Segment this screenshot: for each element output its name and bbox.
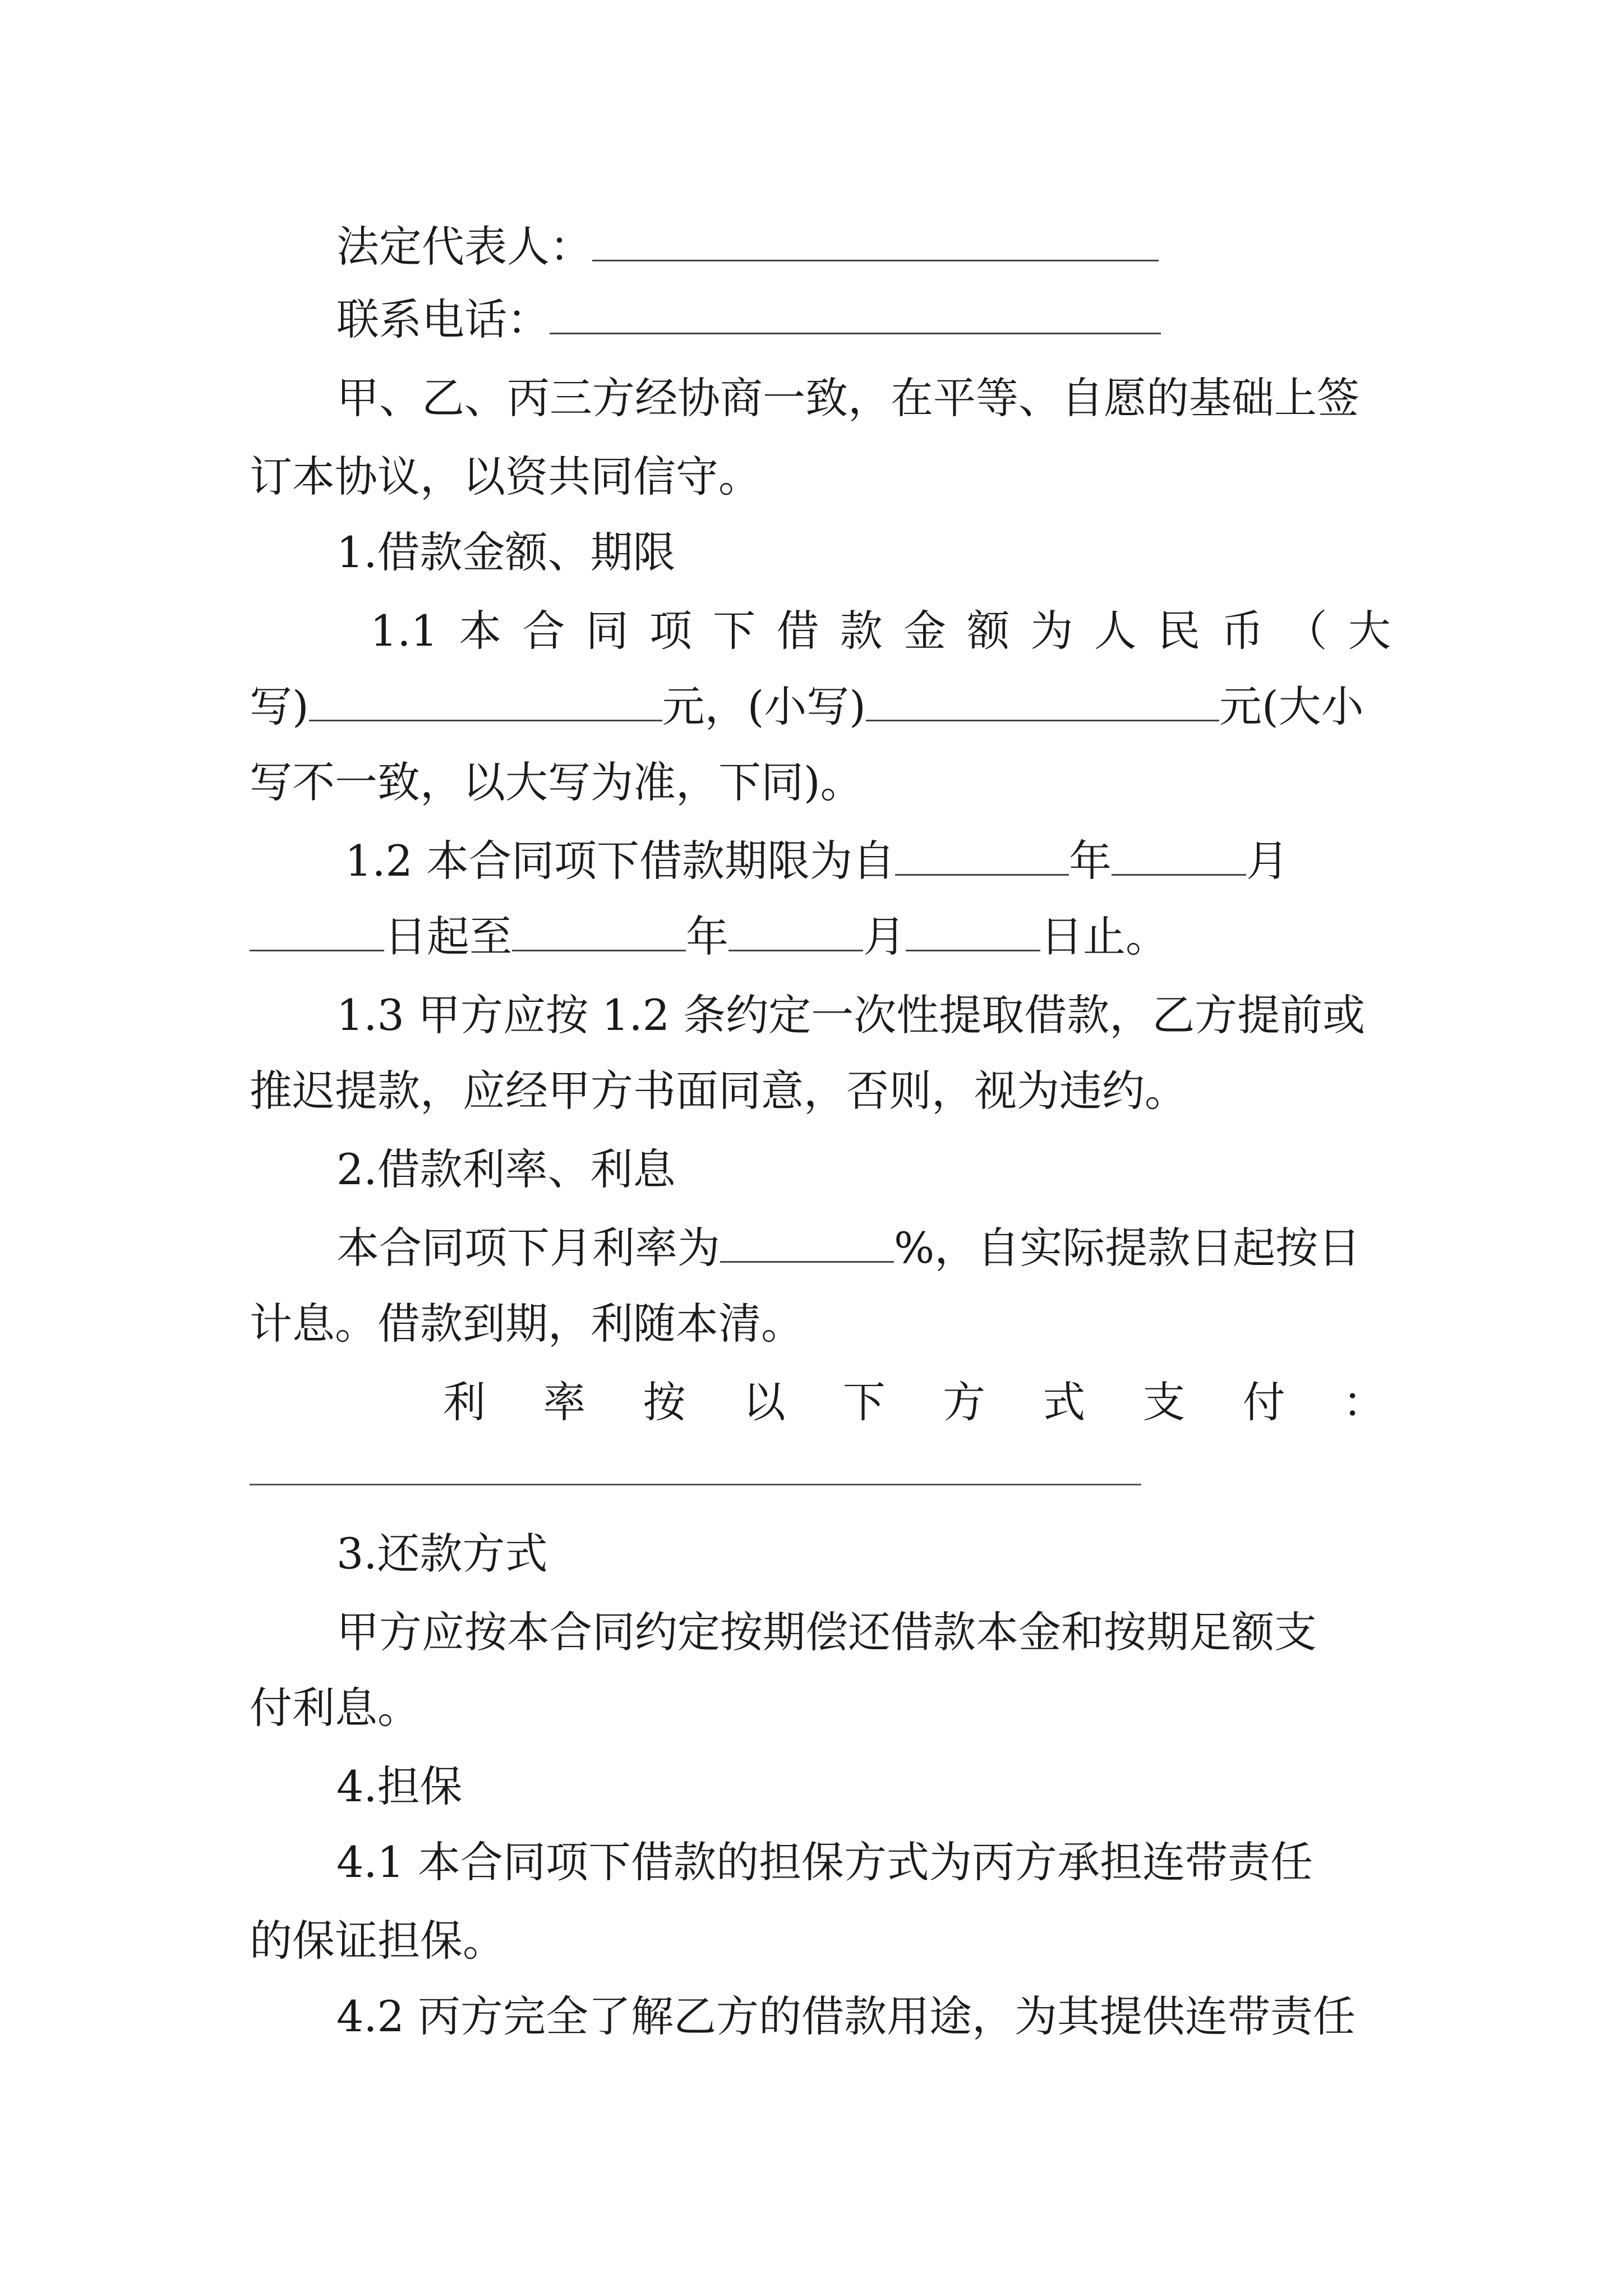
start-day-blank (250, 909, 384, 951)
amount-upper-blank (309, 679, 662, 721)
section-1-heading: 1.借款金额、期限 (336, 527, 676, 577)
clause-1-1-line-3: 写不一致，以大写为准，下同)。 (250, 757, 863, 807)
clause-1-2-line-2 (250, 909, 1168, 965)
day-from-label: 日起至 (384, 912, 512, 961)
payment-method-char: ： (1342, 1377, 1385, 1427)
repayment-line-1: 甲方应按本合同约定按期偿还借款本金和按期足额支 (336, 1607, 1317, 1657)
clause-1-1-char: 1.1 (370, 606, 438, 656)
clause-1-1-char: 合 (522, 606, 565, 656)
intro-line-2: 订本协议，以资共同信守。 (250, 452, 761, 501)
clause-1-2-line-1 (345, 833, 1289, 889)
upper-case-label: 写) (250, 682, 309, 731)
month-label: 月 (1246, 836, 1289, 886)
lower-case-label: 元，(小写) (662, 682, 866, 731)
clause-1-1-char: 币 (1221, 606, 1264, 656)
clause-1-3-line-1: 1.3 甲方应按 1.2 条约定一次性提取借款，乙方提前或 (336, 990, 1366, 1040)
clause-1-3-line-2: 推迟提款，应经甲方书面同意，否则，视为违约。 (250, 1066, 1187, 1116)
clause-1-1-char: 借 (776, 606, 819, 656)
payment-method-char: 式 (1043, 1377, 1086, 1427)
payment-method-char: 按 (643, 1377, 686, 1427)
payment-method-char: 以 (743, 1377, 786, 1427)
legal-rep-blank (592, 219, 1159, 261)
end-year-label: 年 (686, 912, 728, 961)
clause-1-1-line-1 (370, 603, 1391, 659)
clause-1-1-char: 款 (840, 606, 883, 656)
clause-1-1-char: 同 (585, 606, 629, 656)
repayment-line-2: 付利息。 (250, 1683, 420, 1733)
payment-method-line (443, 1374, 1385, 1430)
section-4-heading: 4.担保 (336, 1761, 463, 1811)
clause-1-1-char: 金 (903, 606, 946, 656)
clause-1-1-char: 人 (1094, 606, 1137, 656)
phone-blank (550, 292, 1161, 334)
section-2-heading: 2.借款利率、利息 (336, 1144, 676, 1194)
rate-blank (720, 1221, 894, 1263)
payment-method-char: 利 (443, 1377, 486, 1427)
clause-1-1-char: 本 (459, 606, 502, 656)
day-end-label: 日止。 (1040, 912, 1168, 961)
year-label: 年 (1069, 836, 1112, 886)
interest-line-2: 计息。借款到期，利随本清。 (250, 1299, 804, 1349)
clause-1-1-char: 民 (1158, 606, 1201, 656)
amount-note-start: 元(大小 (1219, 682, 1364, 731)
payment-method-char: 率 (543, 1377, 586, 1427)
clause-1-1-char: 下 (713, 606, 756, 656)
phone-label: 联系电话： (336, 295, 550, 344)
clause-1-1-char: 为 (1030, 606, 1073, 656)
start-month-blank (1112, 834, 1246, 876)
legal-rep-label: 法定代表人： (336, 222, 592, 272)
clause-1-1-char: 额 (967, 606, 1010, 656)
section-3-heading: 3.还款方式 (336, 1529, 548, 1579)
legal-rep-row (336, 219, 1159, 275)
phone-row (336, 292, 1161, 348)
clause-1-1-line-2 (250, 679, 1364, 735)
clause-1-1-char: （ (1284, 606, 1327, 656)
rate-label: 本合同项下月利率为 (336, 1223, 720, 1273)
interest-rate-line (336, 1220, 1361, 1276)
clause-4-1-line-1: 4.1 本合同项下借款的担保方式为丙方承担连带责任 (336, 1837, 1313, 1887)
clause-4-2-line-1: 4.2 丙方完全了解乙方的借款用途，为其提供连带责任 (336, 1991, 1356, 2041)
term-label: 1.2 本合同项下借款期限为自 (345, 836, 896, 886)
payment-method-char: 方 (943, 1377, 986, 1427)
intro-line-1: 甲、乙、丙三方经协商一致，在平等、自愿的基础上签 (336, 373, 1359, 423)
clause-1-1-char: 项 (649, 606, 692, 656)
rate-tail: %，自实际提款日起按日 (894, 1223, 1361, 1273)
end-day-blank (906, 909, 1040, 951)
payment-method-blank (250, 1484, 1141, 1485)
amount-lower-blank (866, 679, 1219, 721)
payment-method-char: 支 (1142, 1377, 1186, 1427)
payment-method-char: 付 (1242, 1377, 1285, 1427)
end-year-blank (512, 909, 686, 951)
end-month-label: 月 (863, 912, 906, 961)
clause-1-1-char: 大 (1348, 606, 1391, 656)
payment-method-char: 下 (842, 1377, 886, 1427)
clause-4-1-line-2: 的保证担保。 (250, 1916, 505, 1966)
end-month-blank (728, 909, 863, 951)
start-year-blank (895, 834, 1069, 876)
